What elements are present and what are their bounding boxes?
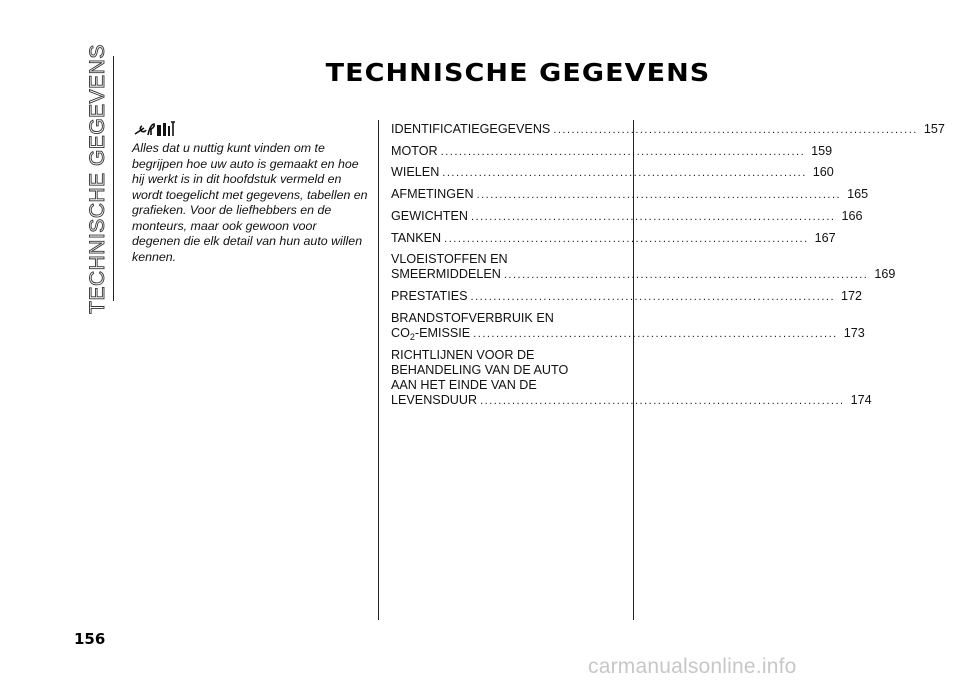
toc-leader-dots: ................................................................................	[442, 167, 807, 180]
toc-entry-label: PRESTATIES	[391, 289, 468, 304]
watermark: carmanualsonline.info	[588, 655, 797, 678]
toc-leader-dots: ................................................................................	[470, 291, 836, 304]
side-chapter-title-text: TECHNISCHE GEGEVENS	[86, 43, 109, 314]
toc-leader-dots: ................................................................................	[480, 395, 845, 408]
toc-leader-dots: ................................................................................	[470, 210, 836, 223]
page-number: 156	[74, 630, 106, 648]
toc-entry-page: 169	[874, 267, 896, 282]
toc-entry[interactable]	[391, 165, 834, 181]
toc-leader-dots: ................................................................................	[440, 145, 806, 158]
toc-entry-label: LEVENSDUUR	[391, 393, 478, 408]
toc-entry-label-rest: -EMISSIE	[414, 326, 471, 341]
column-rule-left	[378, 120, 379, 620]
toc-entry-label: SMEERMIDDELEN	[391, 267, 501, 282]
toc-entry[interactable]	[391, 310, 865, 343]
toc-entry-line: VLOEISTOFFEN EN	[391, 252, 508, 267]
toc-entry-line: RICHTLIJNEN VOOR DE	[391, 347, 535, 362]
side-chapter-title	[84, 43, 112, 314]
toc-entry-label: GEWICHTEN	[391, 208, 468, 223]
toc-entry-page: 174	[850, 393, 872, 408]
toc-entry-page: 172	[841, 289, 863, 304]
toc-entry-page: 159	[811, 143, 833, 158]
intro-text: Alles dat u nuttig kunt vinden om te begrijpen hoe uw auto is gemaakt en hoe hij werkt is in dit hoofdstuk vermeld en wordt toegelicht met gegevens, tabellen en grafieken. Voor de liefhebbers en de monteurs, maar ook gewoon voor degenen die elk detail van hun auto willen kennen.	[132, 141, 368, 264]
tools-icon	[133, 120, 179, 140]
toc-entry-page: 157	[923, 122, 945, 136]
toc-entry[interactable]	[391, 122, 945, 138]
toc-entry-label-prefix: CO	[391, 326, 410, 341]
toc-entry-label: IDENTIFICATIEGEGEVENS	[391, 122, 551, 136]
table-of-contents	[391, 122, 945, 415]
toc-leader-dots: ................................................................................	[444, 232, 809, 245]
toc-entry-line: AAN HET EINDE VAN DE	[391, 378, 537, 393]
toc-entry-label-subscript: 2	[409, 332, 415, 343]
toc-entry-label: MOTOR	[391, 143, 438, 158]
toc-entry[interactable]	[391, 187, 869, 203]
toc-entry[interactable]	[391, 252, 896, 283]
toc-entry-line: BEHANDELING VAN DE AUTO	[391, 362, 569, 377]
toc-leader-dots: ................................................................................	[473, 328, 838, 341]
toc-entry-page: 165	[847, 187, 869, 202]
toc-entry-label: TANKEN	[391, 230, 442, 245]
toc-leader-dots: ................................................................................	[553, 124, 918, 136]
toc-entry-page: 166	[841, 208, 863, 223]
toc-entry-page: 160	[812, 165, 834, 180]
page-title: TECHNISCHE GEGEVENS	[325, 58, 711, 87]
toc-entry-page: 167	[814, 230, 836, 245]
toc-leader-dots: ................................................................................	[503, 269, 869, 282]
toc-entry[interactable]	[391, 143, 833, 160]
toc-entry-label	[391, 326, 470, 342]
toc-entry[interactable]	[391, 208, 863, 225]
toc-entry[interactable]	[391, 230, 836, 247]
toc-entry-line: BRANDSTOFVERBRUIK EN	[391, 310, 554, 325]
toc-entry[interactable]	[391, 347, 872, 410]
toc-entry-page: 173	[843, 326, 865, 341]
toc-entry-label: WIELEN	[391, 165, 440, 180]
toc-entry-label: AFMETINGEN	[391, 187, 474, 202]
toc-entry[interactable]	[391, 289, 863, 305]
side-rule	[113, 56, 114, 301]
toc-leader-dots: ................................................................................	[476, 189, 842, 202]
